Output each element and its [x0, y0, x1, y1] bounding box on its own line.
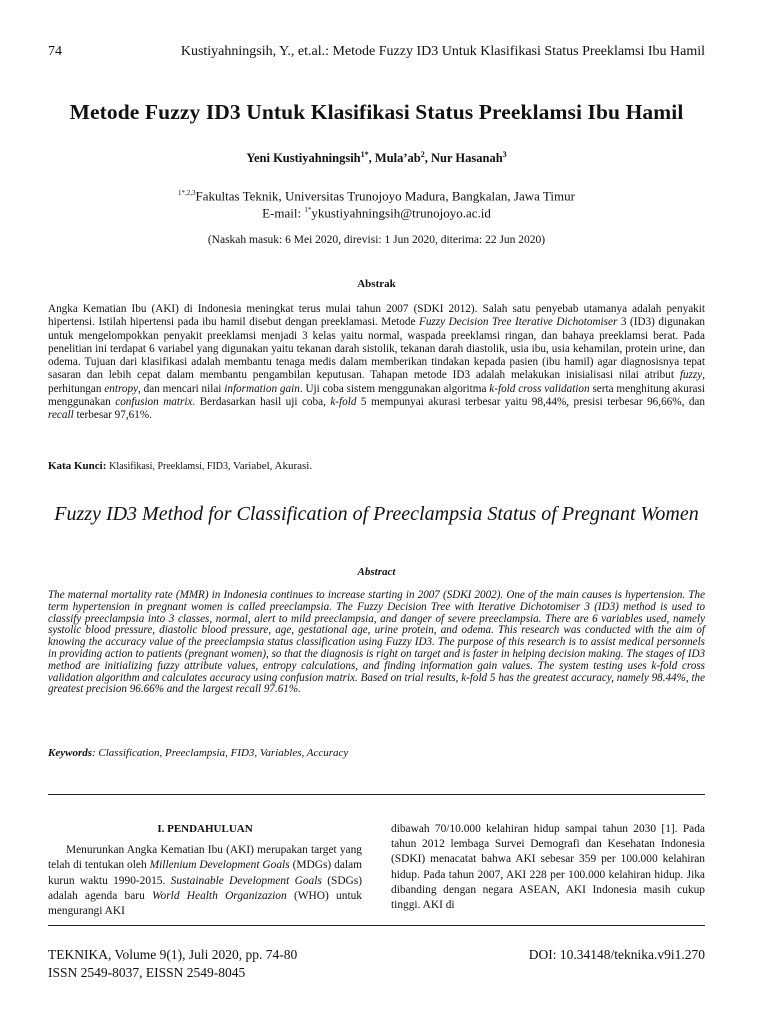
issn-info: ISSN 2549-8037, EISSN 2549-8045	[48, 965, 246, 980]
abstract-heading: Abstract	[357, 566, 396, 578]
author-list: Yeni Kustiyahningsih$^{1*}$, $Mula’ab^2$, Nur Hasanah$^3$	[246, 150, 507, 166]
affiliation-sup: 1*,2,3	[178, 189, 196, 197]
author-sup: 3	[502, 150, 507, 159]
abstrak-italic: k-fold	[330, 396, 357, 409]
body-text: Menurunkan Angka Kematian Ibu (AKI) merupakan target yang telah di tentukan oleh	[48, 844, 362, 872]
abstrak-italic: information gain	[224, 382, 300, 395]
abstrak-heading: Abstrak	[357, 278, 396, 290]
submission-dates: (Naskah masuk: 6 Mei 2020, direvisi: 1 Jun 2020, diterima: 22 Jun 2020)	[207, 234, 546, 246]
abstrak-text: Angka Kematian Ibu (AKI) di Indonesia meningkat terus mulai tahun 2007 (SDKI 2012). Salah satu penyebab utamanya adalah penyakit hipertensi. Istilah hipertensi pada ibu hamil disebut dengan preeklamasi. Metode	[48, 303, 705, 329]
email-label: E-mail:	[262, 205, 305, 221]
abstract-body: The maternal mortality rate (MMR) in Indonesia continues to increase starting in 2007 (SDKI 2002). One of the main causes is hypertension. The term hypertension in pregnant women is called preeclampsia. The Fuzzy Decision Tree with Iterative Dichotomiser 3 (ID3) method is used to classify preeclampsia into 3 classes, normal, alert to mild preeclampsia, and danger of severe preeclampsia. There are 6 variables used, namely systolic blood pressure, diastolic blood pressure, age, gestational age, urine protein, and odema. This research was conducted with the aim of knowing the accuracy value of the preeclampsia status classification using Fuzzy ID3. The purpose of this research is to assist medical personnels in providing action to patients (pregnant women), so that the diagnosis is right on target and is faster in helping decision making. The stages of ID3 method are initializing fuzzy attribute values, entropy calculations, and finding information gain values. The system testing uses k-fold cross validation algorithm and calculates accuracy using confusion matrix. Based on trial results, k-fold 5 has the greatest accuracy, namely 98.44%, the greatest precision 96.66% and the largest recall 97.61%.	[48, 589, 705, 696]
abstrak-text: . Berdasarkan hasil uji coba,	[192, 396, 331, 409]
keywords-label: Keywords	[48, 747, 92, 759]
kata-kunci-text: Klasifikasi, Preeklamsi, FID3,	[109, 461, 233, 472]
abstrak-italic: Fuzzy Decision Tree Iterative Dichotomiser	[419, 316, 618, 329]
author-sup: 2	[420, 150, 425, 159]
abstrak-text: serta menghitung akurasi menggunakan	[48, 382, 705, 409]
body-paragraph: dibawah 70/10.000 kelahiran hidup sampai tahun 2030 [1]. Pada tahun 2012 lembaga Survei Demografi dan Kesehatan Indonesia (SDKI) menacatat bahwa AKI sebesar 359 per 100.000 kelahiran hidup. Pada tahun 2007, AKI 228 per 100.000 kelahiran hidup. Jika dibanding dengan negara ASEAN, AKI Indonesia masih cukup tinggi. AKI di	[391, 823, 705, 912]
email-sup: 1*	[304, 206, 312, 215]
body-paragraph	[48, 843, 362, 919]
journal-info: TEKNIKA, Volume 9(1), Juli 2020, pp. 74-80	[48, 947, 298, 962]
abstrak-text: , perhitungan	[48, 369, 705, 395]
abstrak-text: 3 (ID3) digunakan untuk mengelompokkan penyakit preeklamsi menjadi 3 kelas yaitu normal, waspada preeklamsi ringan, dan bahaya preeklamsi berat. Pada penelitian ini terdapat 6 variabel yang digunakan yaitu tekanan darah sistolik, tekanan darah diastolik, usia ibu, usia kehamilan, protein urine, dan odema. Tujuan dari klasifikasi adalah membantu tenaga medis dalam memberikan tindakan kepada pasien (ibu hamil) agar diagnosisnya tepat sasaran dan lebih cepat dalam membantu pengambilan keputusan. Tahapan metode ID3 adalah melakukan inisialisasi nilai atribut	[48, 316, 706, 382]
doi-link[interactable]: DOI: 10.34148/teknika.v9i1.270	[528, 947, 705, 962]
paper-page	[48, 0, 705, 1024]
abstrak-italic: recall	[48, 409, 74, 422]
author-name: Mula’ab	[374, 151, 421, 166]
divider	[48, 925, 705, 926]
kata-kunci-label: Kata Kunci:	[48, 460, 110, 472]
body-text: (SDGs) adalah agenda baru	[48, 874, 363, 902]
divider	[48, 794, 705, 795]
running-title: Kustiyahningsih, Y., et.al.: Metode Fuzzy ID3 Untuk Klasifikasi Status Preeklamsi Ibu Hamil	[180, 44, 705, 59]
abstrak-italic: confusion matrix	[115, 396, 193, 409]
body-text: (MDGs) dalam kurun waktu 1990-2015.	[48, 859, 362, 887]
kata-kunci-text: Variabel, Akurasi.	[233, 460, 313, 472]
paper-title-indonesian: Metode Fuzzy ID3 Untuk Klasifikasi Status Preeklamsi Ibu Hamil	[69, 100, 684, 124]
page-number: 74	[48, 44, 62, 59]
body-italic: World Health Organizazion	[152, 889, 287, 902]
paper-title-english: Fuzzy ID3 Method for Classification of Preeclampsia Status of Pregnant Women	[54, 503, 699, 525]
body-text: (WHO) untuk mengurangi AKI	[48, 889, 362, 918]
abstrak-italic: k-fold cross validation	[489, 382, 590, 395]
affiliation	[48, 186, 705, 221]
body-italic: Millenium Development Goals	[149, 859, 290, 872]
author-sup: 1*	[360, 150, 369, 159]
column-left	[48, 822, 362, 919]
column-right	[391, 822, 705, 913]
affiliation-text: Fakultas Teknik, Universitas Trunojoyo Madura, Bangkalan, Jawa Timur	[195, 188, 575, 204]
abstrak-text: 5 mempunyai akurasi terbesar yaitu 98,44%, presisi terbesar 96,66%, dan	[356, 396, 705, 409]
abstrak-text: . Uji coba sistem menggunakan algoritma	[299, 382, 490, 395]
abstrak-text: , dan mencari nilai	[138, 382, 225, 395]
abstrak-italic: entropy	[104, 382, 139, 395]
author-name: Yeni Kustiyahningsih	[246, 151, 361, 166]
kata-kunci	[48, 460, 705, 472]
abstrak-text: terbesar 97,61%.	[73, 409, 152, 422]
keywords-text: : Classification, Preeclampsia, FID3, Variables, Accuracy	[92, 747, 349, 759]
footer-left	[48, 946, 297, 982]
abstrak-italic: fuzzy	[679, 369, 703, 382]
email-address[interactable]: ykustiyahningsih@trunojoyo.ac.id	[311, 205, 491, 221]
author-name: Nur Hasanah	[430, 151, 503, 166]
body-italic: Sustainable Development Goals	[170, 874, 322, 887]
abstrak-body	[48, 303, 705, 423]
section-heading: I. PENDAHULUAN	[157, 823, 253, 835]
keywords	[48, 747, 705, 759]
